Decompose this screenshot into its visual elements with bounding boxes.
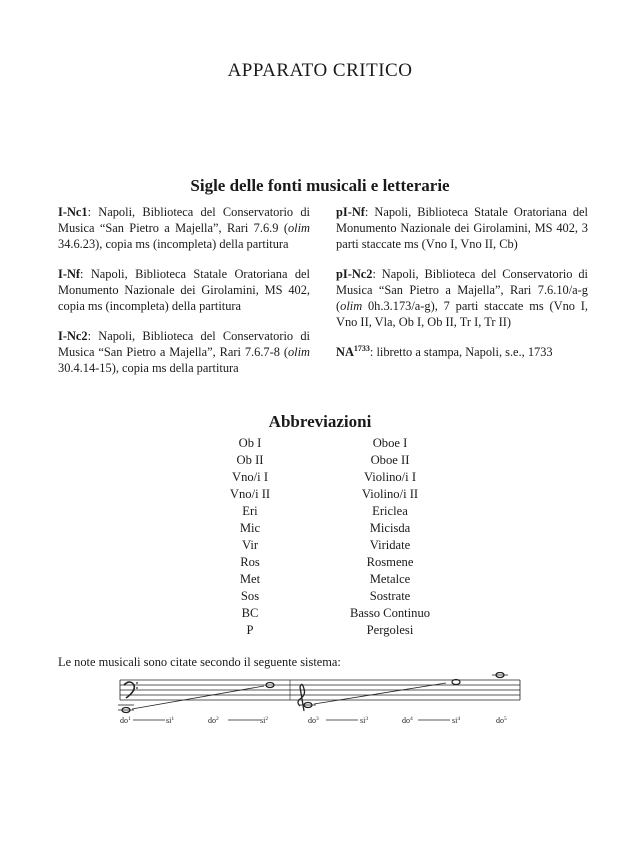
abbreviation-short: Vno/i I bbox=[231, 470, 269, 484]
source-siglum: pI-Nf bbox=[336, 205, 365, 219]
sources-block bbox=[58, 204, 588, 390]
abbreviation-row bbox=[0, 453, 640, 470]
sources-left-column bbox=[58, 204, 310, 390]
page-title: APPARATO CRITICO bbox=[227, 60, 413, 81]
source-entry: I-Nc1: Napoli, Biblioteca del Conservatorio di Musica “San Pietro a Majella”, Rari 7.6.9 (olim 34.6.23), copia ms (incompleta) della partitura bbox=[58, 205, 310, 251]
source-entry: $NA^{1733}$: libretto a stampa, Napoli, s.e., 1733 bbox=[336, 343, 553, 359]
abbreviation-full: Violino/i II bbox=[361, 487, 419, 501]
abbreviation-short: Mic bbox=[239, 521, 261, 535]
abbreviation-short: Ob I bbox=[238, 436, 262, 450]
treble-clef-icon bbox=[298, 684, 305, 711]
sigle-heading: Sigle delle fonti musicali e letterarie bbox=[190, 176, 450, 195]
staff-label: $si^1$ bbox=[166, 716, 175, 725]
source-entry: pI-Nf: Napoli, Biblioteca Statale Oratoriana del Monumento Nazionale dei Girolamini, MS 402, 3 parti staccate ms (Vno I, Vno II, Cb) bbox=[336, 205, 588, 251]
source-entry: pI-Nc2: Napoli, Biblioteca del Conservatorio di Musica “San Pietro a Majella”, Rari 7.6.10/a-g (olim 0h.3.173/a-g), 7 parti staccate ms (Vno I, Vno II, Vla, Ob I, Ob II, Tr I, Tr II) bbox=[336, 267, 588, 329]
abbreviation-row bbox=[0, 589, 640, 606]
abbreviation-row bbox=[0, 606, 640, 623]
staff-label: $do^4$ bbox=[402, 716, 413, 725]
abbreviation-short: Sos bbox=[240, 589, 260, 603]
source-siglum: NA bbox=[336, 345, 354, 359]
source-siglum: pI-Nc2 bbox=[336, 267, 373, 281]
staff-label: $si^2$ bbox=[260, 716, 269, 725]
abbreviation-row bbox=[0, 623, 640, 640]
source-siglum: I-Nc2 bbox=[58, 329, 88, 343]
abbreviation-row bbox=[0, 555, 640, 572]
abbreviations-table bbox=[0, 436, 640, 640]
abbreviation-full: Micisda bbox=[369, 521, 411, 535]
abbreviations-heading: Abbreviazioni bbox=[268, 412, 372, 431]
abbreviation-short: Vir bbox=[241, 538, 259, 552]
italic-text: olim bbox=[340, 299, 363, 313]
abbreviation-full: Violino/i I bbox=[363, 470, 417, 484]
source-siglum: I-Nc1 bbox=[58, 205, 88, 219]
staff-label: $do^2$ bbox=[208, 716, 219, 725]
abbreviation-short: Ros bbox=[240, 555, 260, 569]
abbreviation-full: Sostrate bbox=[369, 589, 411, 603]
abbreviation-short: BC bbox=[241, 606, 259, 620]
staff-label: $do^3$ bbox=[308, 716, 319, 725]
source-entry: I-Nc2: Napoli, Biblioteca del Conservatorio di Musica “San Pietro a Majella”, Rari 7.6.7-8 (olim 30.4.14-15), copia ms della partitura bbox=[58, 329, 310, 375]
abbreviation-row bbox=[0, 487, 640, 504]
abbreviation-full: Rosmene bbox=[366, 555, 414, 569]
note-heads bbox=[122, 673, 504, 713]
abbreviation-full: Oboe II bbox=[370, 453, 410, 467]
staff-label: $do^1$ bbox=[120, 716, 131, 725]
abbreviation-full: Metalce bbox=[369, 572, 411, 586]
sources-right-column bbox=[336, 204, 588, 390]
staff-label: $si^4$ bbox=[452, 716, 461, 725]
abbreviation-row bbox=[0, 572, 640, 589]
siglum-superscript: 1733 bbox=[353, 343, 370, 353]
abbreviation-short: Vno/i II bbox=[229, 487, 271, 501]
source-entry: I-Nf: Napoli, Biblioteca Statale Oratoriana del Monumento Nazionale dei Girolamini, MS 402, copia ms (incompleta) della partitura bbox=[58, 267, 310, 313]
note-text: Le note musicali sono citate secondo il seguente sistema: bbox=[58, 655, 341, 669]
italic-text: olim bbox=[287, 221, 310, 235]
abbreviation-row bbox=[0, 504, 640, 521]
staff-label: $do^5$ bbox=[496, 716, 507, 725]
abbreviation-short: P bbox=[246, 623, 254, 637]
abbreviation-full: Oboe I bbox=[372, 436, 408, 450]
abbreviation-short: Eri bbox=[242, 504, 258, 518]
abbreviation-full: Basso Continuo bbox=[349, 606, 431, 620]
abbreviation-short: Ob II bbox=[236, 453, 264, 467]
italic-text: olim bbox=[287, 345, 310, 359]
abbreviation-row bbox=[0, 538, 640, 555]
abbreviation-full: Ericlea bbox=[372, 504, 408, 518]
abbreviation-row bbox=[0, 470, 640, 487]
abbreviation-short: Met bbox=[239, 572, 261, 586]
abbreviation-row bbox=[0, 521, 640, 538]
staff-label: $si^3$ bbox=[360, 716, 369, 725]
staff-labels bbox=[120, 716, 507, 725]
abbreviation-row bbox=[0, 436, 640, 453]
music-staff bbox=[100, 672, 540, 734]
abbreviation-full: Viridate bbox=[369, 538, 411, 552]
abbreviation-full: Pergolesi bbox=[366, 623, 414, 637]
source-siglum: I-Nf bbox=[58, 267, 81, 281]
